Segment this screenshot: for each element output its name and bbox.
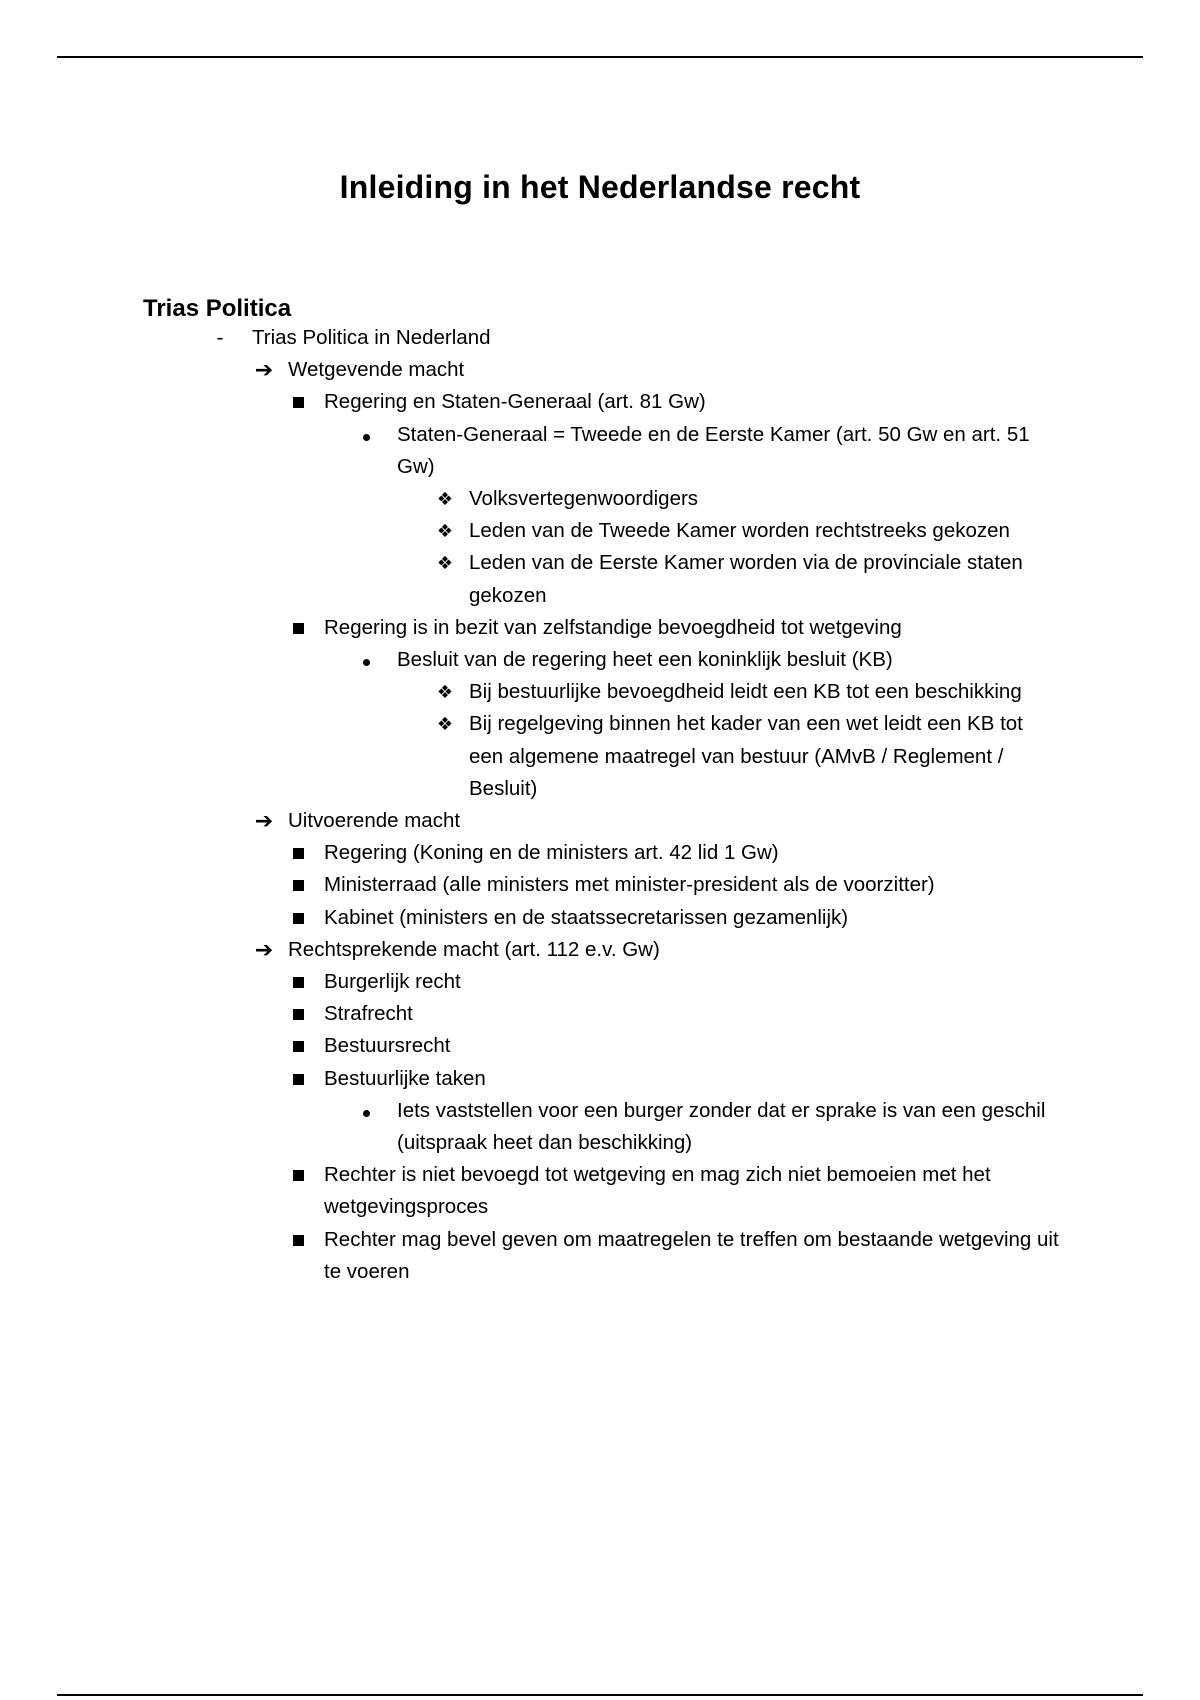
list-item-text: Regering (Koning en de ministers art. 42 lid 1 Gw) xyxy=(324,841,779,865)
arrow-bullet-icon: ➔ xyxy=(254,357,274,383)
list-item xyxy=(0,966,1200,998)
list-item xyxy=(0,1095,1200,1159)
list-item-text: Strafrecht xyxy=(324,1002,413,1026)
square-bullet-icon xyxy=(291,612,305,644)
square-bullet-icon xyxy=(291,966,305,998)
list-item-text: Regering is in bezit van zelfstandige bevoegdheid tot wetgeving xyxy=(324,615,902,639)
list-item-text: Volksvertegenwoordigers xyxy=(469,487,699,511)
footer-rule xyxy=(57,1694,1143,1696)
list-item xyxy=(0,322,1200,354)
list-item-text: Leden van de Tweede Kamer worden rechtstreeks gekozen xyxy=(469,519,1010,543)
square-bullet-icon xyxy=(291,1159,305,1191)
list-item xyxy=(0,805,1200,837)
list-item-text: Regering en Staten-Generaal (art. 81 Gw) xyxy=(324,390,706,414)
dot-bullet-icon xyxy=(360,1095,372,1127)
list-item xyxy=(0,1063,1200,1095)
list-item-text: Trias Politica in Nederland xyxy=(252,326,491,349)
diamond-bullet-icon: ❖ xyxy=(436,521,454,542)
diamond-bullet-icon: ❖ xyxy=(436,553,454,574)
list-item xyxy=(0,515,1200,547)
list-item xyxy=(0,386,1200,418)
list-item xyxy=(0,354,1200,386)
square-bullet-icon xyxy=(291,1224,305,1256)
list-item xyxy=(0,483,1200,515)
square-bullet-icon xyxy=(291,837,305,869)
list-item-text: Ministerraad (alle ministers met minister-president als de voorzitter) xyxy=(324,873,935,897)
list-item xyxy=(0,1030,1200,1062)
arrow-bullet-icon: ➔ xyxy=(254,936,274,962)
list-item xyxy=(0,837,1200,869)
list-item xyxy=(0,1159,1200,1223)
list-item-text: Besluit van de regering heet een koninklijk besluit (KB) xyxy=(397,648,893,672)
list-item-text: Leden van de Eerste Kamer worden via de provinciale staten gekozen xyxy=(469,551,1023,607)
square-bullet-icon xyxy=(291,1030,305,1062)
square-bullet-icon xyxy=(291,1063,305,1095)
list-item-text: Wetgevende macht xyxy=(288,358,465,382)
arrow-bullet-icon: ➔ xyxy=(254,808,274,834)
square-bullet-icon xyxy=(291,386,305,418)
square-bullet-icon xyxy=(291,869,305,901)
list-item xyxy=(0,676,1200,708)
list-item xyxy=(0,934,1200,966)
section-heading: Trias Politica xyxy=(143,294,292,322)
list-item-text: Rechter mag bevel geven om maatregelen te treffen om bestaande wetgeving uit te voeren xyxy=(324,1227,1059,1283)
list-item-text: Bestuursrecht xyxy=(324,1034,451,1058)
dot-bullet-icon xyxy=(360,644,372,676)
list-item-text: Bestuurlijke taken xyxy=(324,1066,486,1090)
diamond-bullet-icon: ❖ xyxy=(436,682,454,703)
list-item xyxy=(0,419,1200,483)
list-item xyxy=(0,1224,1200,1288)
list-item xyxy=(0,708,1200,805)
list-item xyxy=(0,902,1200,934)
list-item xyxy=(0,869,1200,901)
list-item-text: Bij bestuurlijke bevoegdheid leidt een KB tot een beschikking xyxy=(469,680,1022,704)
list-item-text: Iets vaststellen voor een burger zonder dat er sprake is van een geschil (uitspraak heet dan beschikking) xyxy=(397,1098,1046,1155)
list-item-text: Staten-Generaal = Tweede en de Eerste Kamer (art. 50 Gw en art. 51 Gw) xyxy=(397,422,1030,478)
list-item xyxy=(0,612,1200,644)
dot-bullet-icon xyxy=(360,419,372,451)
header-rule xyxy=(57,56,1143,58)
list-item-text: Burgerlijk recht xyxy=(324,970,461,994)
diamond-bullet-icon: ❖ xyxy=(436,714,454,735)
outline-list xyxy=(0,322,1200,1288)
list-item-text: Kabinet (ministers en de staatssecretarissen gezamenlijk) xyxy=(324,905,849,929)
square-bullet-icon xyxy=(291,998,305,1030)
document-title: Inleiding in het Nederlandse recht xyxy=(339,169,861,206)
list-item xyxy=(0,998,1200,1030)
list-item-text: Rechter is niet bevoegd tot wetgeving en mag zich niet bemoeien met het wetgevingsproces xyxy=(324,1163,991,1219)
square-bullet-icon xyxy=(291,902,305,934)
list-item-text: Bij regelgeving binnen het kader van een wet leidt een KB tot een algemene maatregel van bestuur (AMvB / Reglement / Besluit) xyxy=(469,712,1023,800)
list-item-text: Rechtsprekende macht (art. 112 e.v. Gw) xyxy=(288,937,660,961)
diamond-bullet-icon: ❖ xyxy=(436,489,454,510)
list-item xyxy=(0,644,1200,676)
list-item xyxy=(0,547,1200,611)
list-item-text: Uitvoerende macht xyxy=(288,809,461,833)
dash-bullet-icon: - xyxy=(216,326,224,349)
